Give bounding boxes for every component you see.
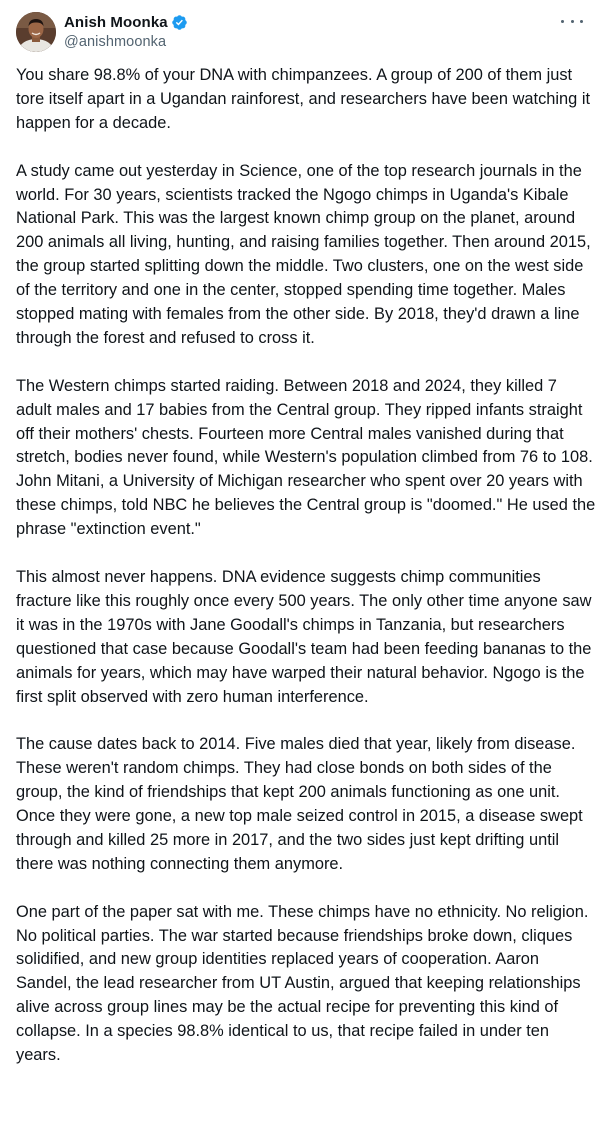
name-row [64,13,188,32]
author-name[interactable]: Anish Moonka [64,14,168,31]
more-options-button[interactable] [561,14,583,28]
profile-photo-icon [16,12,56,52]
tweet-paragraph: This almost never happens. DNA evidence suggests chimp communities fracture like this roughly once every 500 years. The only other time anyone saw it was in the 1970s with Jane Goodall's chimps in Tanzania, but researchers questioned that case because Goodall's team had been feeding bananas to the animals for years, which may have warped their natural behavior. Ngogo is the first split observed with zero human interference. [16,567,592,706]
tweet-paragraph: One part of the paper sat with me. These chimps have no ethnicity. No religion. No political parties. The war started because friendships broke down, cliques solidified, and new group identities replaced years of cooperation. Aaron Sandel, the lead researcher from UT Austin, argued that keeping relationships alive across group lines may be the actual recipe for preventing this kind of collapse. In a species 98.8% identical to us, that recipe failed in under ten years. [16,902,589,1065]
tweet-paragraph: A study came out yesterday in Science, one of the top research journals in the world. For 30 years, scientists tracked the Ngogo chimps in Uganda's Kibale National Park. This was the largest known chimp group on the planet, around 200 animals all living, hunting, and raising families together. Then around 2015, the group started splitting down the middle. Two clusters, one on the west side of the territory and one in the center, stopped spending time together. Males stopped mating with females from the other side. By 2018, they'd drawn a line through the forest and refused to cross it. [16,161,591,347]
avatar[interactable] [16,12,56,52]
tweet-paragraph: The Western chimps started raiding. Between 2018 and 2024, they killed 7 adult males and 17 babies from the Central group. They ripped infants straight off their mothers' chests. Fourteen more Central males vanished during that stretch, bodies never found, while Western's population climbed from 76 to 108. John Mitani, a University of Michigan researcher who spent over 20 years with these chimps, told NBC he believes the Central group is "doomed." He used the phrase "extinction event." [16,376,596,539]
more-dot [571,20,574,23]
tweet-paragraph: You share 98.8% of your DNA with chimpanzees. A group of 200 of them just tore itself apart in a Ugandan rainforest, and researchers have been watching it happen for a decade. [16,66,591,132]
tweet-header [16,12,585,54]
tweet-text [16,64,596,1068]
author-identity [64,13,188,50]
verified-badge-icon[interactable] [171,14,188,31]
author-handle[interactable]: @anishmoonka [64,34,167,50]
more-dot [580,20,583,23]
tweet-paragraph: The cause dates back to 2014. Five males died that year, likely from disease. These weren't random chimps. They had close bonds on both sides of the group, the kind of friendships that kept 200 animals functioning as one unit. Once they were gone, a new top male seized control in 2015, a disease swept through and killed 25 more in 2017, and the two sides just kept drifting until there was nothing connecting them anymore. [16,735,583,873]
more-horizontal-icon [561,20,564,23]
